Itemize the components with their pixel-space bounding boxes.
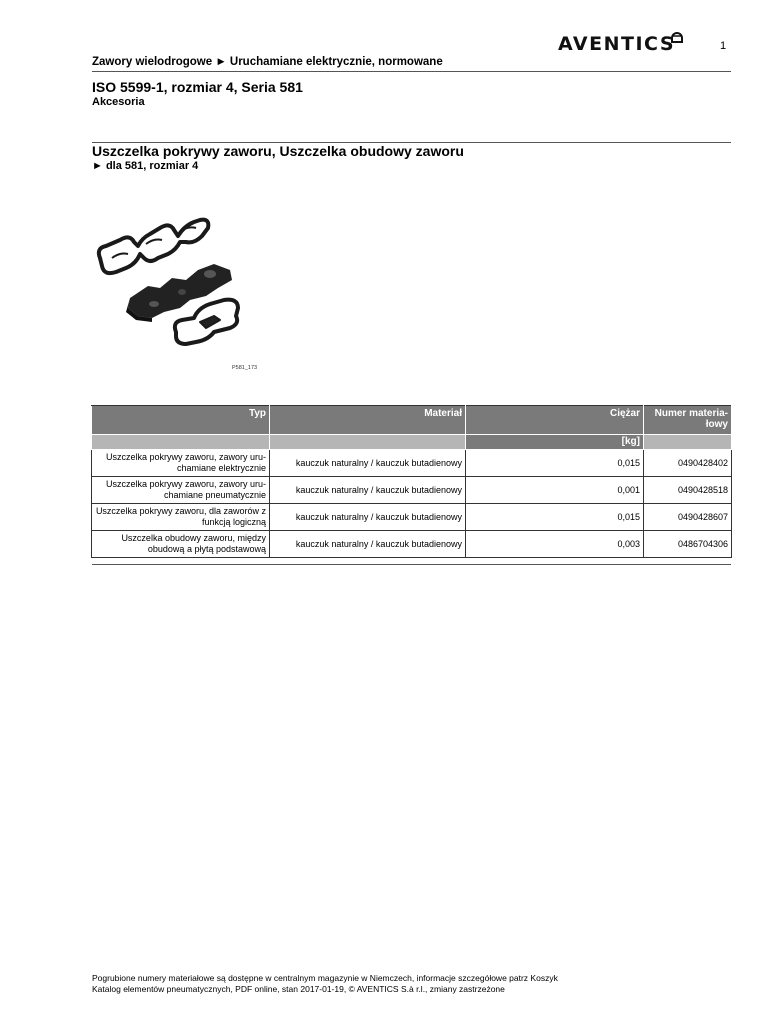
gasket-body-icon — [126, 264, 232, 322]
logo-text: AVENTICS — [558, 33, 676, 54]
unit-cell-weight: [kg] — [466, 435, 644, 450]
image-caption: P581_173 — [232, 365, 258, 371]
cell-part-number[interactable]: 0490428402 — [644, 450, 732, 477]
product-subtitle: ► dla 581, rozmiar 4 — [92, 160, 199, 172]
footer — [92, 973, 558, 995]
column-header-part-number: Numer materia-łowy — [644, 406, 732, 435]
page-number: 1 — [720, 40, 727, 52]
footer-line-1: Pogrubione numery materiałowe są dostępne w centralnym magazynie w Niemczech, informacje szczegółowe patrz Koszyk — [92, 973, 558, 983]
table-header-row — [92, 406, 732, 435]
product-title: Uszczelka pokrywy zaworu, Uszczelka obudowy zaworu — [92, 143, 464, 159]
column-header-weight: Ciężar — [466, 406, 644, 435]
column-header-material: Materiał — [270, 406, 466, 435]
table-bottom-divider — [92, 564, 731, 565]
table-row — [92, 504, 732, 531]
header-divider — [92, 71, 731, 72]
cell-typ: Uszczelka pokrywy zaworu, zawory uru-chamiane pneumatycznie — [92, 477, 270, 504]
cell-part-number[interactable]: 0490428607 — [644, 504, 732, 531]
breadcrumb: Zawory wielodrogowe ► Uruchamiane elektrycznie, normowane — [92, 56, 443, 68]
footer-line-2: Katalog elementów pneumatycznych, PDF online, stan 2017-01-19, © AVENTICS S.à r.l., zmiany zastrzeżone — [92, 984, 505, 994]
table-row — [92, 477, 732, 504]
unit-cell-empty — [92, 435, 270, 450]
aventics-logo — [556, 28, 686, 54]
section-subtitle: Akcesoria — [92, 96, 145, 108]
table-unit-row — [92, 435, 732, 450]
cell-typ: Uszczelka pokrywy zaworu, dla zaworów z funkcją logiczną — [92, 504, 270, 531]
unit-cell-empty — [270, 435, 466, 450]
cell-typ: Uszczelka pokrywy zaworu, zawory uru-chamiane elektrycznie — [92, 450, 270, 477]
cell-material: kauczuk naturalny / kauczuk butadienowy — [270, 504, 466, 531]
cell-weight: 0,015 — [466, 504, 644, 531]
gasket-small-icon — [175, 300, 238, 344]
column-header-typ: Typ — [92, 406, 270, 435]
table-row — [92, 531, 732, 558]
gasket-wavy-icon — [99, 220, 208, 273]
table-row — [92, 450, 732, 477]
unit-cell-empty — [644, 435, 732, 450]
cell-material: kauczuk naturalny / kauczuk butadienowy — [270, 531, 466, 558]
cell-material: kauczuk naturalny / kauczuk butadienowy — [270, 477, 466, 504]
product-image — [90, 208, 260, 358]
cell-part-number[interactable]: 0486704306 — [644, 531, 732, 558]
product-table — [91, 405, 732, 558]
cell-weight: 0,001 — [466, 477, 644, 504]
section-title: ISO 5599-1, rozmiar 4, Seria 581 — [92, 79, 303, 95]
cell-material: kauczuk naturalny / kauczuk butadienowy — [270, 450, 466, 477]
cell-weight: 0,003 — [466, 531, 644, 558]
cell-weight: 0,015 — [466, 450, 644, 477]
cell-typ: Uszczelka obudowy zaworu, między obudową a płytą podstawową — [92, 531, 270, 558]
cell-part-number[interactable]: 0490428518 — [644, 477, 732, 504]
